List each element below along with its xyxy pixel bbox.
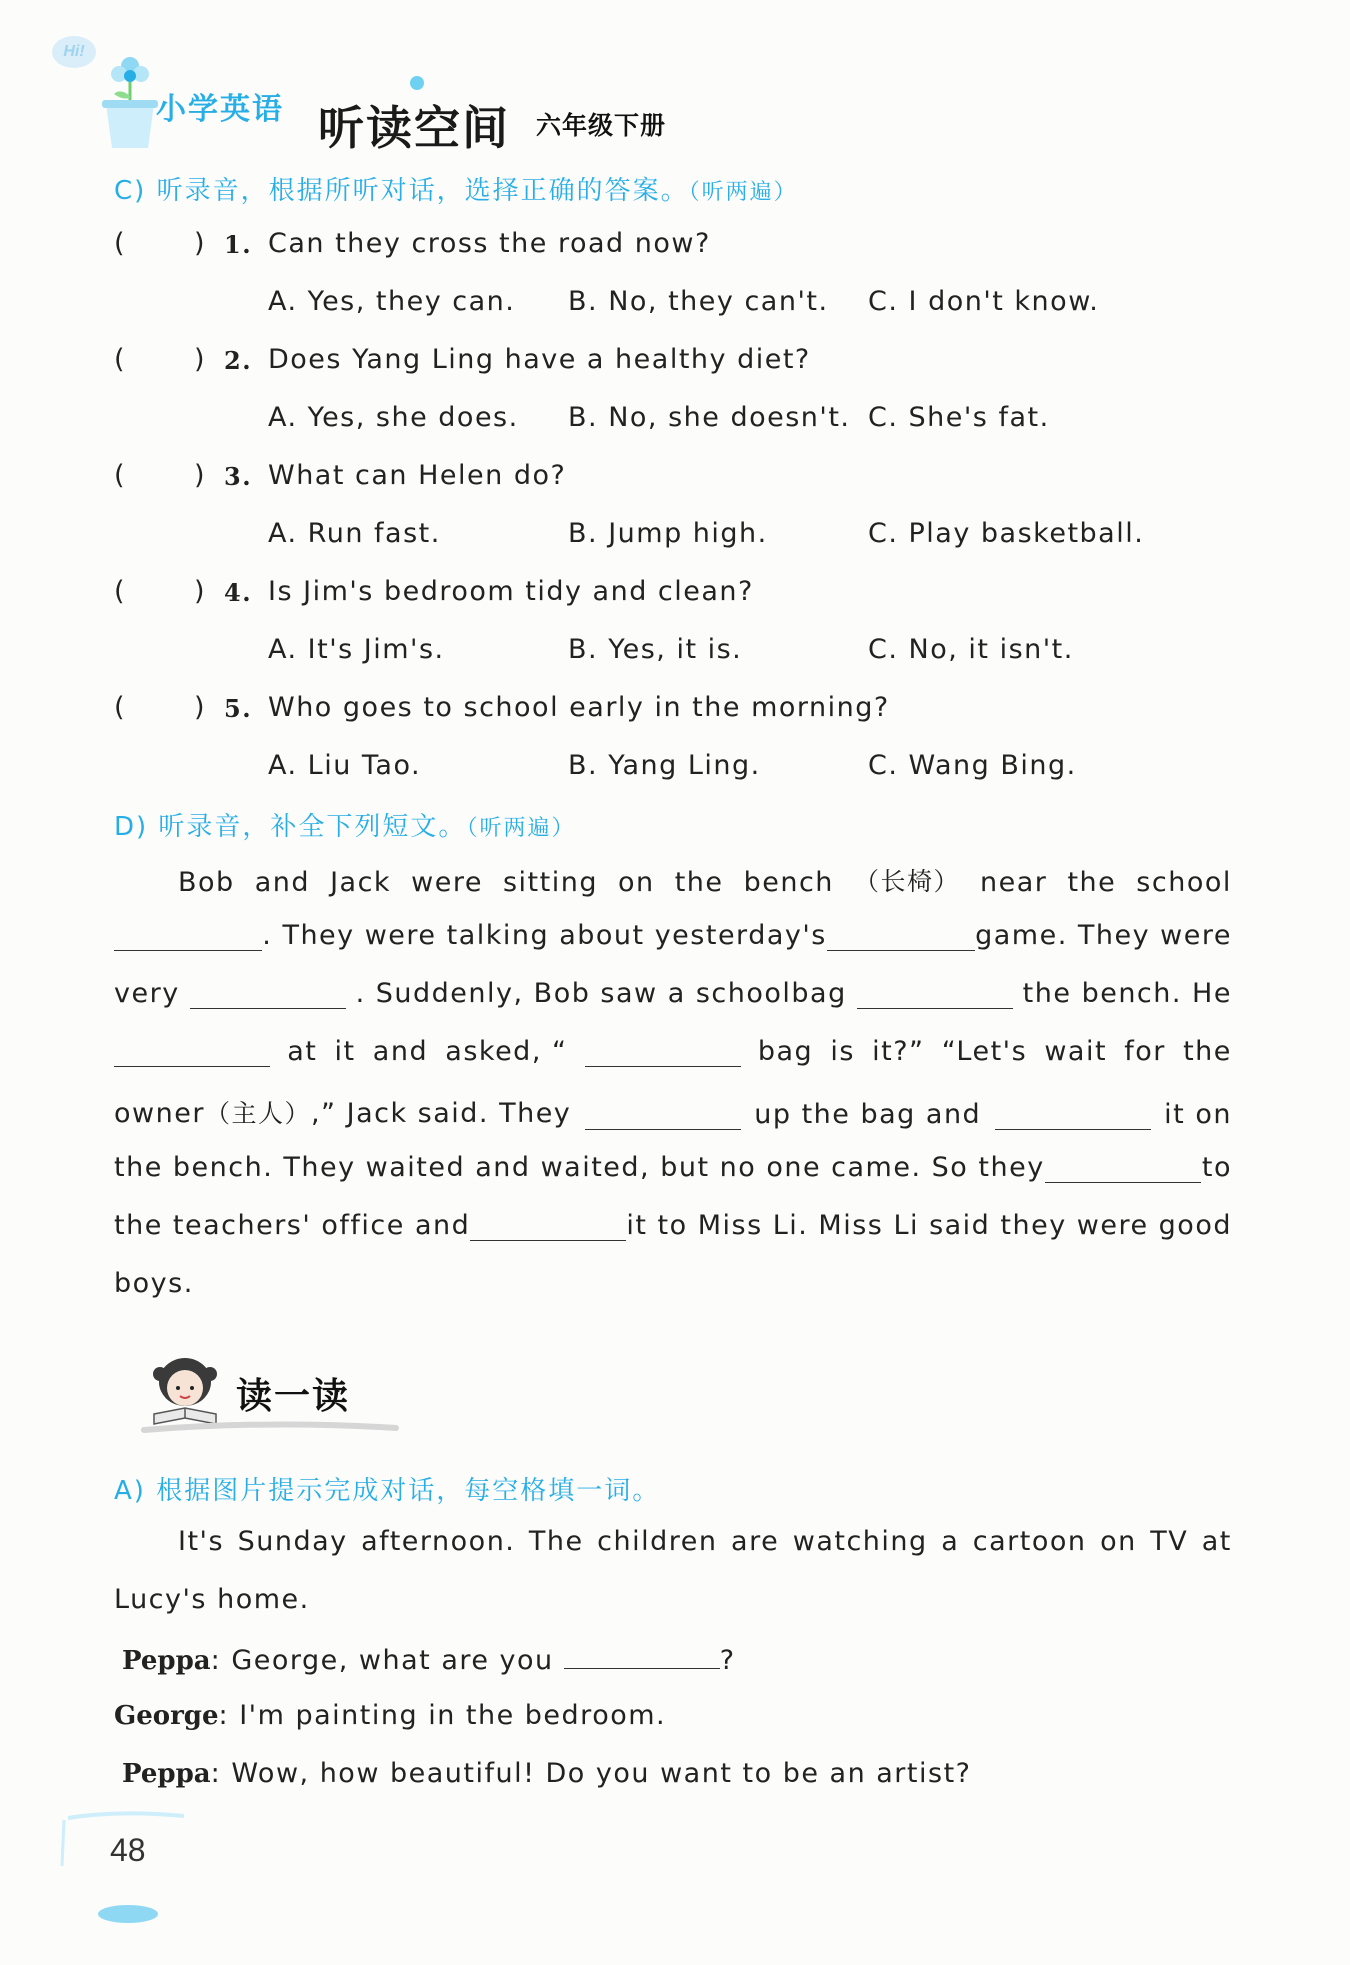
option-c: C. She's fat.: [868, 402, 1050, 433]
fill-blank[interactable]: [114, 1040, 270, 1067]
fill-blank[interactable]: [585, 1040, 741, 1067]
option-c: C. No, it isn't.: [868, 634, 1074, 665]
passage-line: [114, 1152, 1232, 1183]
answer-paren-open: (: [114, 576, 127, 607]
question-number: 2.: [224, 346, 253, 375]
option-c: C. I don't know.: [868, 286, 1100, 317]
section-c-heading-text: C) 听录音，根据所听对话，选择正确的答案。: [114, 176, 689, 206]
book-sub-title-text: 听读空间: [318, 101, 510, 155]
answer-paren-open: (: [114, 344, 127, 375]
fill-blank[interactable]: [1045, 1156, 1201, 1183]
section-d-heading-text: D) 听录音，补全下列短文。: [114, 812, 467, 842]
book-series-title: 小学英语: [156, 92, 284, 127]
word: for: [1124, 1036, 1166, 1067]
dialogue-text: I'm painting in the bedroom.: [239, 1700, 667, 1731]
fill-blank[interactable]: [995, 1103, 1151, 1130]
speaker-colon: :: [210, 1645, 222, 1676]
fill-blank[interactable]: [470, 1214, 626, 1241]
fill-blank[interactable]: [564, 1642, 720, 1669]
option-a: A. Liu Tao.: [268, 750, 422, 781]
word: children: [597, 1526, 718, 1557]
option-b: B. Yes, it is.: [568, 634, 743, 665]
word: near: [980, 867, 1048, 898]
text-segment: it to Miss Li. Miss Li said they were good: [626, 1210, 1232, 1241]
dialogue-line: [114, 1700, 1232, 1731]
fill-blank[interactable]: [114, 924, 262, 951]
speaker-name: Peppa: [122, 1646, 211, 1676]
option-a: A. Yes, she does.: [268, 402, 519, 433]
word: a: [941, 1526, 960, 1557]
passage-line: [114, 978, 1232, 1009]
speaker-colon: :: [210, 1758, 222, 1789]
word: at: [287, 1036, 318, 1067]
text-segment: up the bag and: [754, 1099, 982, 1130]
word: bag: [757, 1036, 814, 1067]
fill-blank[interactable]: [190, 982, 346, 1009]
section-d-heading: [114, 806, 575, 843]
word: wait: [1044, 1036, 1108, 1067]
text-segment: to: [1201, 1152, 1232, 1183]
fill-blank[interactable]: [585, 1103, 741, 1130]
passage-line: boys.: [114, 1268, 194, 1299]
answer-paren-close: ): [194, 460, 207, 491]
dialogue-line: [122, 1642, 1240, 1676]
section-d-note: （听两遍）: [466, 816, 576, 841]
text-segment: ,” Jack said. They: [310, 1098, 572, 1129]
chinese-gloss: （长椅）: [853, 867, 960, 896]
word: is: [830, 1036, 855, 1067]
word: Bob: [178, 867, 235, 898]
word: cartoon: [972, 1526, 1087, 1557]
word: the: [1183, 1036, 1232, 1067]
question-text: Who goes to school early in the morning?: [268, 692, 890, 723]
text-segment: game. They were: [975, 920, 1232, 951]
text-segment: it on: [1164, 1099, 1232, 1130]
passage-line: [178, 862, 1232, 898]
speaker-name: George: [114, 1701, 219, 1731]
speaker-colon: :: [218, 1700, 230, 1731]
word: and: [372, 1036, 429, 1067]
fill-blank[interactable]: [827, 924, 975, 951]
question-text: Can they cross the road now?: [268, 228, 711, 259]
word: owner: [114, 1098, 205, 1129]
word: It's: [178, 1526, 225, 1557]
chinese-gloss: （主人）: [204, 1099, 311, 1128]
word: “Let's: [941, 1036, 1028, 1067]
page-number: 48: [110, 1832, 146, 1868]
question-number: 3.: [224, 462, 253, 491]
option-a: A. Run fast.: [268, 518, 441, 549]
answer-paren-close: ): [194, 344, 207, 375]
word: The: [528, 1526, 584, 1557]
word: at: [1201, 1526, 1232, 1557]
passage-line: [114, 1036, 1232, 1067]
text-segment: very: [114, 978, 180, 1009]
text-segment: the teachers' office and: [114, 1210, 471, 1241]
word: bench: [743, 867, 834, 898]
word: the: [674, 867, 724, 898]
word: afternoon.: [361, 1526, 516, 1557]
word: it?”: [872, 1036, 925, 1067]
word: are: [731, 1526, 780, 1557]
answer-paren-open: (: [114, 228, 127, 259]
read-section-title: 读一读: [236, 1376, 351, 1417]
speaker-name: Peppa: [122, 1759, 211, 1789]
text-segment: the bench. He: [1022, 978, 1232, 1009]
answer-paren-close: ): [194, 576, 207, 607]
option-b: B. No, she doesn't.: [568, 402, 851, 433]
text-segment: [114, 1094, 571, 1130]
text-segment: the bench. They waited and waited, but no one came. So they: [114, 1152, 1045, 1183]
read-section-heading: A) 根据图片提示完成对话，每空格填一词。: [114, 1476, 661, 1506]
question-text: What can Helen do?: [268, 460, 567, 491]
word: and: [254, 867, 311, 898]
dot-decoration: [410, 76, 424, 90]
swoosh-decoration: [140, 1418, 400, 1438]
word: watching: [792, 1526, 928, 1557]
grade-label: 六年级下册: [536, 111, 667, 140]
word: TV: [1150, 1526, 1189, 1557]
dialogue-line: [122, 1758, 1240, 1789]
intro-line: [178, 1526, 1232, 1557]
answer-paren-close: ): [194, 228, 207, 259]
answer-paren-open: (: [114, 460, 127, 491]
word: Jack: [330, 867, 392, 898]
passage-line: [114, 1210, 1232, 1241]
question-number: 5.: [224, 694, 253, 723]
word: Sunday: [237, 1526, 348, 1557]
question-number: 1.: [224, 230, 253, 259]
word: were: [411, 867, 483, 898]
question-text: Does Yang Ling have a healthy diet?: [268, 344, 811, 375]
option-b: B. Jump high.: [568, 518, 768, 549]
question-number: 4.: [224, 578, 253, 607]
option-c: C. Wang Bing.: [868, 750, 1077, 781]
section-c-note: （听两遍）: [688, 180, 798, 205]
word: the: [1067, 867, 1117, 898]
option-a: A. Yes, they can.: [268, 286, 516, 317]
word: on: [1100, 1526, 1137, 1557]
option-c: C. Play basketball.: [868, 518, 1145, 549]
dialogue-text: Wow, how beautiful! Do you want to be an artist?: [231, 1758, 972, 1789]
text-segment: . Suddenly, Bob saw a schoolbag: [355, 978, 847, 1009]
word: on: [618, 867, 655, 898]
hi-badge: Hi!: [52, 36, 96, 68]
question-text: Is Jim's bedroom tidy and clean?: [268, 576, 754, 607]
word: it: [334, 1036, 356, 1067]
dialogue-text: George, what are you: [231, 1645, 554, 1676]
word: sitting: [502, 867, 598, 898]
word: school: [1136, 867, 1232, 898]
section-c-heading: [114, 170, 798, 207]
passage-line: [114, 1094, 1232, 1130]
option-b: B. No, they can't.: [568, 286, 829, 317]
answer-paren-close: ): [194, 692, 207, 723]
book-sub-title: [318, 92, 510, 158]
answer-paren-open: (: [114, 692, 127, 723]
fill-blank[interactable]: [857, 982, 1013, 1009]
word: asked, “: [445, 1036, 568, 1067]
option-b: B. Yang Ling.: [568, 750, 761, 781]
option-a: A. It's Jim's.: [268, 634, 445, 665]
text-segment: . They were talking about yesterday's: [262, 920, 827, 951]
passage-line: [114, 920, 1232, 951]
intro-line: Lucy's home.: [114, 1584, 310, 1615]
dialogue-text: ?: [719, 1645, 736, 1676]
